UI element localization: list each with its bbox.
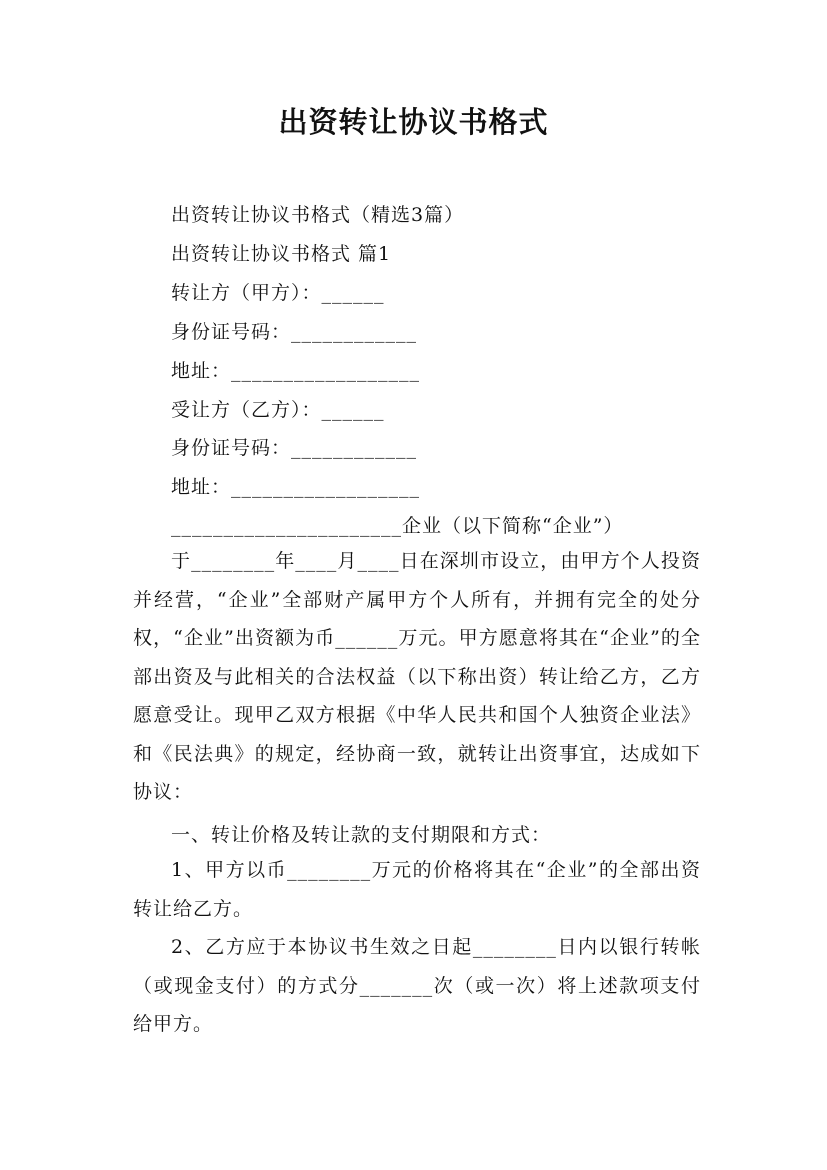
intro-paragraph: 于________年____月____日在深圳市设立，由甲方个人投资并经营，“企业”全部财产属甲方个人所有，并拥有完全的处分权，“企业”出资额为币______万元。甲方愿意将其在“企业”的全部出资及与此相关的合法权益（以下称出资）转让给乙方，乙方愿意受让。现甲乙双方根据《中华人民共和国个人独资企业法》和《民法典》的规定，经协商一致，就转让出资事宜，达成如下协议： (133, 550, 701, 803)
transferor-id-line: 身份证号码：____________ (171, 321, 418, 343)
transferor-line: 转让方（甲方）：______ (171, 282, 385, 304)
enterprise-line: ______________________企业（以下简称“企业”） (171, 515, 624, 537)
clause-heading: 一、转让价格及转让款的支付期限和方式： (171, 824, 552, 846)
clause-2-paragraph: 2、乙方应于本协议书生效之日起________日内以银行转帐（或现金支付）的方式分_______次（或一次）将上述款项支付给甲方。 (133, 936, 701, 1035)
section-heading: 出资转让协议书格式 篇1 (171, 243, 392, 265)
document-subtitle: 出资转让协议书格式（精选3篇） (171, 204, 465, 226)
transferee-address-line: 地址：__________________ (171, 476, 421, 498)
clause-1-paragraph: 1、甲方以币________万元的价格将其在“企业”的全部出资转让给乙方。 (133, 859, 701, 920)
transferee-id-line: 身份证号码：____________ (171, 437, 418, 459)
document-title: 出资转让协议书格式 (278, 105, 549, 139)
transferee-line: 受让方（乙方）：______ (171, 399, 385, 421)
transferor-address-line: 地址：__________________ (171, 360, 421, 382)
